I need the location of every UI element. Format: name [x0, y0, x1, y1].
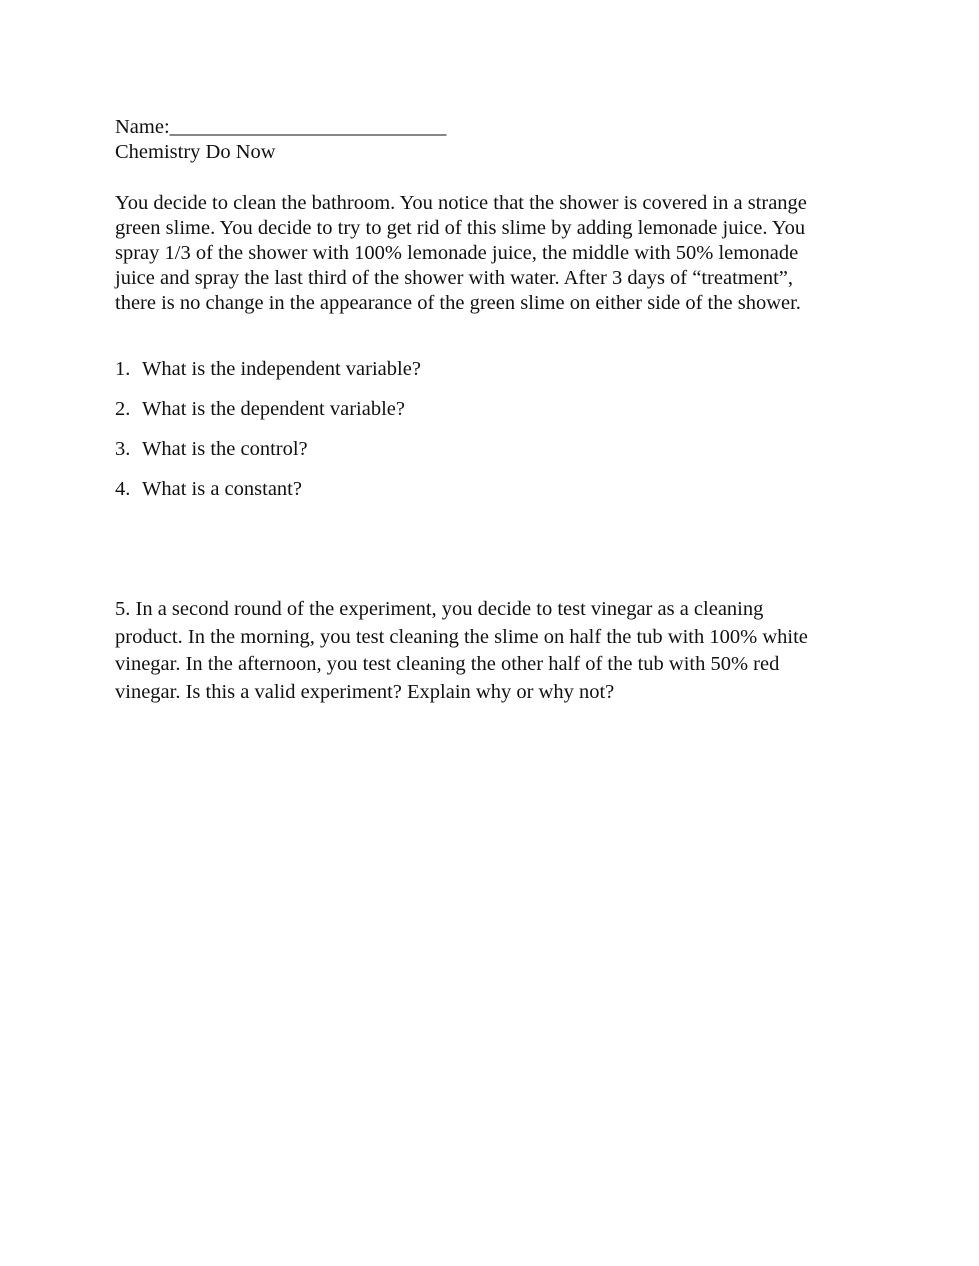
scenario-line: You decide to clean the bathroom. You notice that the shower is covered in a strange	[115, 192, 807, 214]
worksheet-title: Chemistry Do Now	[115, 141, 276, 163]
scenario-line: juice and spray the last third of the shower with water. After 3 days of “treatment”,	[115, 267, 793, 289]
scenario-line: there is no change in the appearance of the green slime on either side of the shower.	[115, 292, 801, 314]
question-number: 1.	[115, 358, 131, 380]
question-text: What is a constant?	[142, 478, 302, 500]
scenario-line: spray 1/3 of the shower with 100% lemonade juice, the middle with 50% lemonade	[115, 242, 799, 264]
question-number: 2.	[115, 398, 131, 420]
question-5	[115, 596, 808, 706]
question-text: What is the independent variable?	[142, 358, 421, 380]
question-3	[115, 437, 308, 462]
name-field-line: Name:___________________________	[115, 116, 447, 138]
question-5-line: 5. In a second round of the experiment, you decide to test vinegar as a cleaning	[115, 598, 764, 620]
question-5-line: vinegar. Is this a valid experiment? Explain why or why not?	[115, 680, 615, 703]
question-1	[115, 357, 421, 382]
question-5-line: product. In the morning, you test cleaning the slime on half the tub with 100% white	[115, 625, 808, 648]
question-text: What is the dependent variable?	[142, 398, 405, 420]
question-2	[115, 397, 405, 422]
question-4	[115, 477, 302, 502]
question-5-line: vinegar. In the afternoon, you test cleaning the other half of the tub with 50% red	[115, 653, 780, 675]
scenario-paragraph	[115, 191, 807, 316]
question-number: 4.	[115, 478, 131, 500]
question-number: 3.	[115, 438, 131, 460]
scenario-line: green slime. You decide to try to get rid of this slime by adding lemonade juice. You	[115, 217, 806, 239]
question-text: What is the control?	[142, 438, 308, 460]
